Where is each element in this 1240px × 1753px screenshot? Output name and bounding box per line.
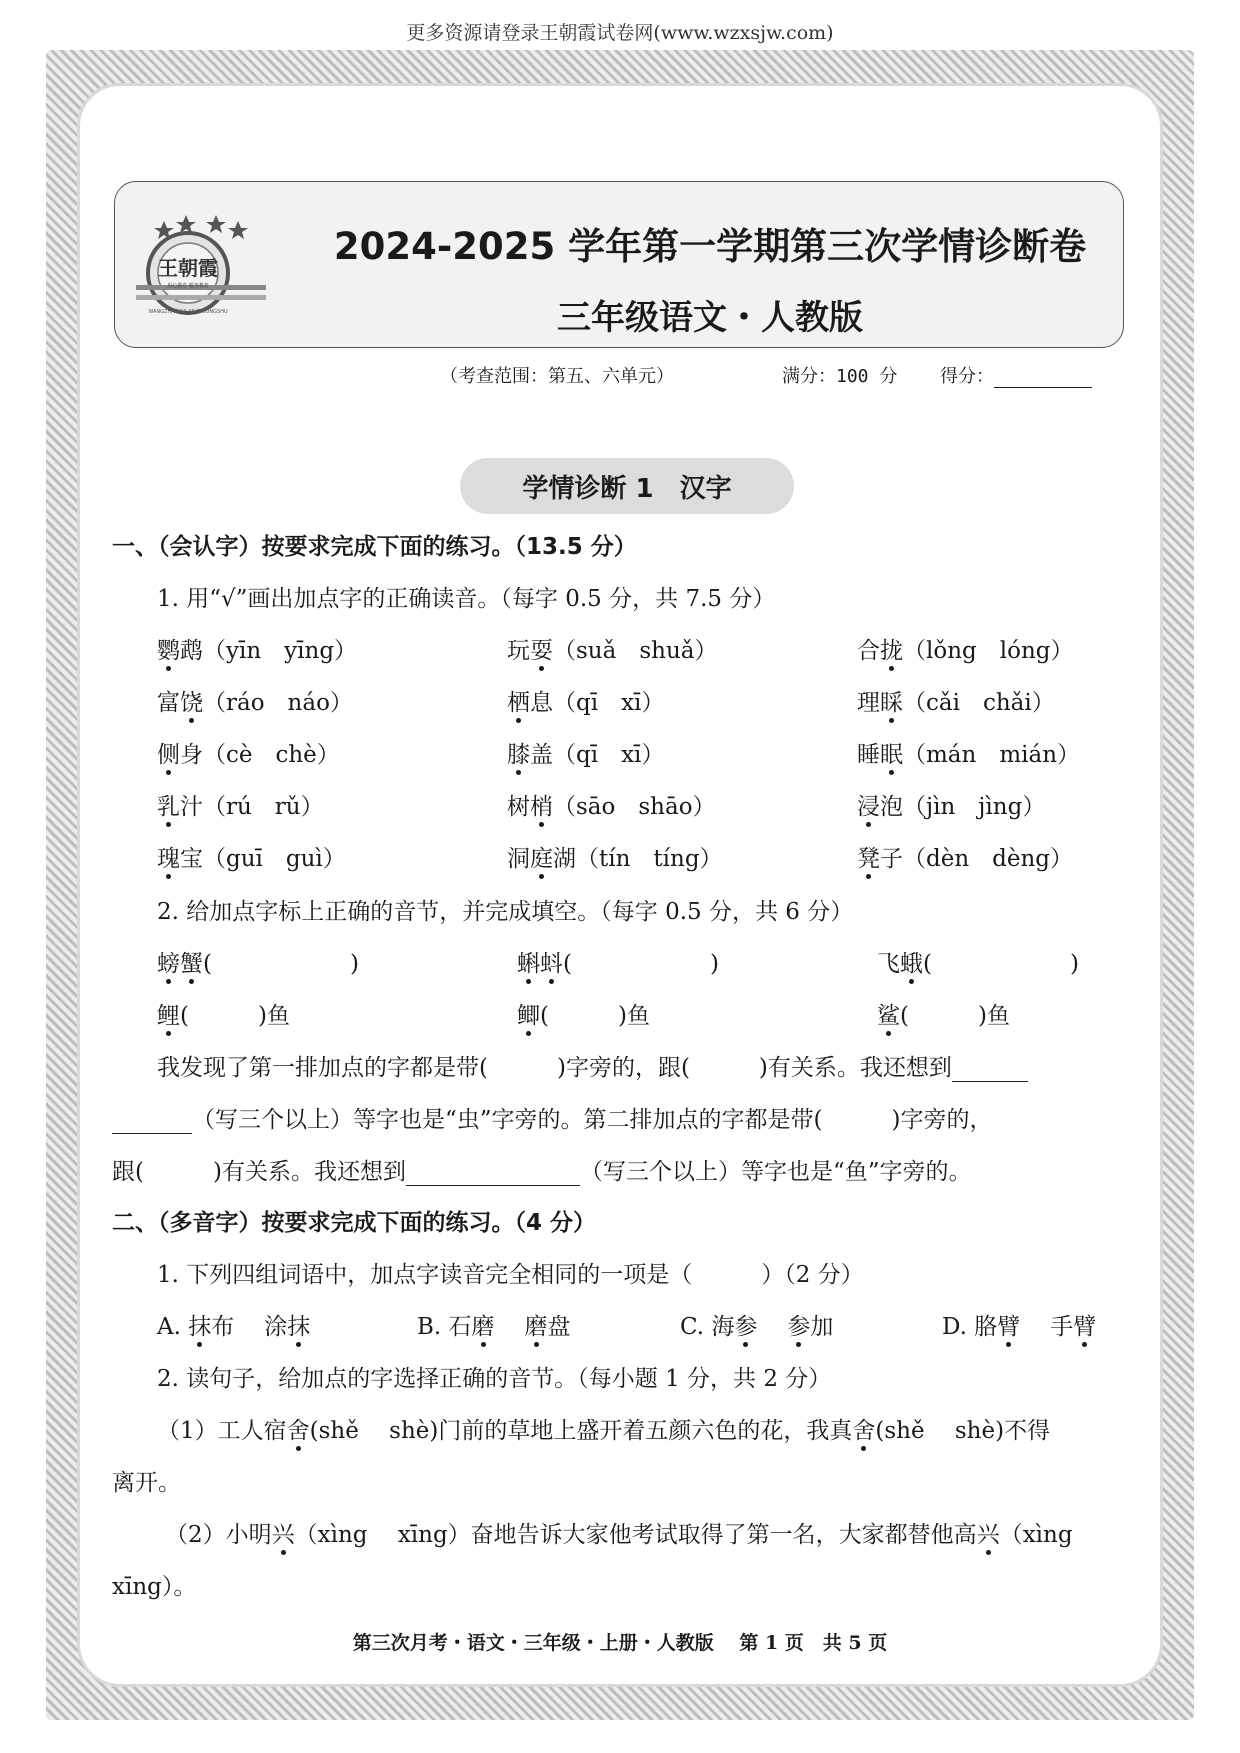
sentence-2-wrap: xīng）。 — [112, 1574, 197, 1600]
page-footer: 第三次月考・语文・三年级・上册・人教版 第 1 页 共 5 页 — [352, 1632, 888, 1654]
reading-item[interactable]: 乳汁（rú rǔ） — [157, 794, 324, 820]
answer-blank[interactable] — [112, 1115, 192, 1134]
exam-subtitle: 三年级语文・人教版 — [557, 298, 863, 338]
reading-item[interactable]: 富饶（ráo náo） — [157, 690, 353, 716]
fish-pinyin-item[interactable]: 鲫( )鱼 — [517, 1003, 650, 1029]
top-resource-note: 更多资源请登录王朝霞试卷网(www.wzxsjw.com) — [406, 22, 834, 44]
reading-item[interactable]: 栖息（qī xī） — [507, 690, 665, 716]
part2-q1-prompt: 1. 下列四组词语中，加点字读音完全相同的一项是（ ）（2 分） — [157, 1262, 864, 1288]
score-blank[interactable] — [994, 369, 1092, 388]
full-score: 满分：100 分 — [782, 366, 898, 387]
score-field — [940, 362, 1092, 388]
part1-heading: 一、（会认字）按要求完成下面的练习。（13.5 分） — [112, 534, 637, 560]
reading-item[interactable]: 洞庭湖（tín tíng） — [507, 846, 723, 872]
option-a[interactable]: A. 抹布 涂抹 — [157, 1314, 311, 1340]
answer-blank[interactable] — [952, 1063, 1028, 1082]
reading-item[interactable]: 凳子（dèn dèng） — [857, 846, 1074, 872]
reading-item[interactable]: 浸泡（jìn jìng） — [857, 794, 1046, 820]
reading-item[interactable]: 玩耍（suǎ shuǎ） — [507, 638, 718, 664]
reading-item[interactable]: 理睬（cǎi chǎi） — [857, 690, 1055, 716]
logo-name: 王朝霞 — [158, 256, 218, 280]
insect-pinyin-item[interactable]: 飞蛾( ) — [877, 951, 1079, 977]
option-b[interactable]: B. 石磨 磨盘 — [417, 1314, 571, 1340]
logo-ring-text: WANGZHAOXIA XILIE CONGSHU — [148, 309, 228, 315]
q2-para-line1: 我发现了第一排加点的字都是带( )字旁的，跟( )有关系。我还想到 — [157, 1049, 1028, 1082]
option-d[interactable]: D. 胳臂 手臂 — [942, 1314, 1097, 1340]
q2-para-line2: （写三个以上）等字也是“虫”字旁的。第二排加点的字都是带( )字旁的， — [112, 1101, 992, 1134]
part2-heading: 二、（多音字）按要求完成下面的练习。（4 分） — [112, 1210, 597, 1236]
answer-blank[interactable] — [406, 1167, 580, 1186]
reading-item[interactable]: 瑰宝（guī guì） — [157, 846, 346, 872]
section-pill-label: 学情诊断 1 汉字 — [522, 474, 732, 504]
reading-item[interactable]: 睡眠（mán mián） — [857, 742, 1081, 768]
sentence-1-wrap: 离开。 — [112, 1470, 181, 1496]
fish-pinyin-item[interactable]: 鲨( )鱼 — [877, 1003, 1010, 1029]
reading-item[interactable]: 鹦鹉（yīn yīng） — [157, 638, 358, 664]
reading-item[interactable]: 合拢（lǒng lóng） — [857, 638, 1074, 664]
option-c[interactable]: C. 海参 参加 — [680, 1314, 834, 1340]
reading-item[interactable]: 树梢（sāo shāo） — [507, 794, 716, 820]
insect-pinyin-item[interactable]: 螃蟹( ) — [157, 951, 359, 977]
sentence-1: （1）工人宿舍(shě shè)门前的草地上盛开着五颜六色的花，我真舍(shě shè)不得 — [157, 1418, 1051, 1444]
publisher-logo — [136, 213, 266, 323]
q2-prompt: 2. 给加点字标上正确的音节，并完成填空。（每字 0.5 分，共 6 分） — [157, 899, 854, 925]
logo-motto: 用心做卷 服务教育 — [167, 283, 209, 289]
q2-para-line3: 跟( )有关系。我还想到 （写三个以上）等字也是“鱼”字旁的。 — [112, 1159, 972, 1185]
reading-item[interactable]: 侧身（cè chè） — [157, 742, 340, 768]
insect-pinyin-item[interactable]: 蝌蚪( ) — [517, 951, 719, 977]
exam-scope: （考查范围：第五、六单元） — [440, 366, 674, 387]
part2-q2-prompt: 2. 读句子，给加点的字选择正确的音节。（每小题 1 分，共 2 分） — [157, 1366, 832, 1392]
exam-title: 2024-2025 学年第一学期第三次学情诊断卷 — [333, 225, 1087, 268]
score-label: 得分： — [940, 366, 994, 387]
q1-prompt: 1. 用“√”画出加点字的正确读音。（每字 0.5 分，共 7.5 分） — [157, 586, 776, 612]
fish-pinyin-item[interactable]: 鲤( )鱼 — [157, 1003, 290, 1029]
sentence-2: （2）小明兴（xìng xīng）奋地告诉大家他考试取得了第一名，大家都替他高兴（xìng — [165, 1522, 1073, 1548]
reading-item[interactable]: 膝盖（qī xī） — [507, 742, 665, 768]
